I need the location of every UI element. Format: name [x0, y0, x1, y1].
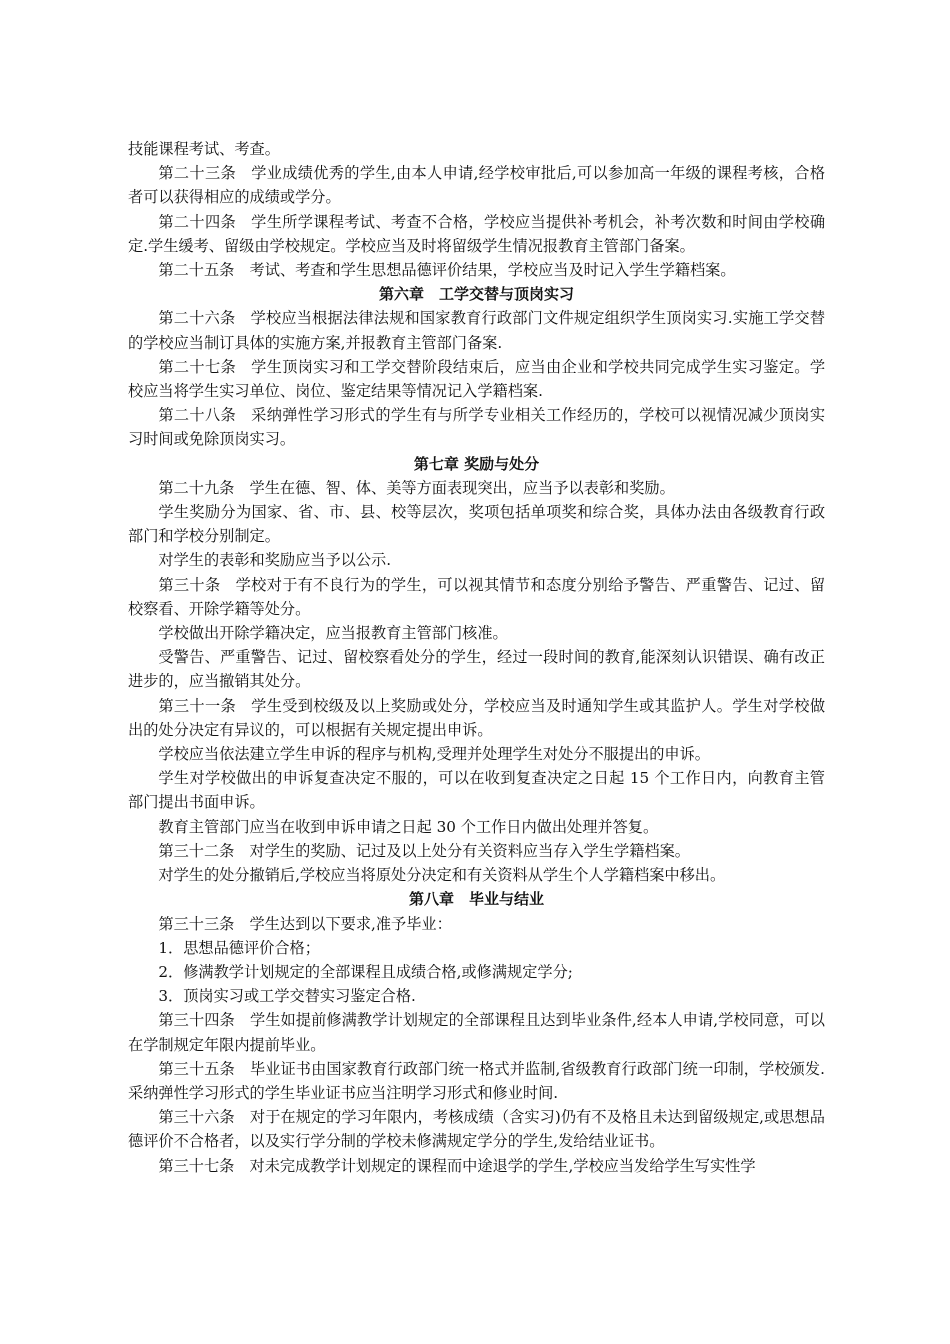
- document-page: [128, 137, 825, 1178]
- paragraph-text: 学校做出开除学籍决定，应当报教育主管部门核准。: [158, 624, 508, 643]
- article-paragraph: [128, 839, 825, 863]
- paragraph: [128, 137, 825, 161]
- article-paragraph: [128, 403, 825, 451]
- article-number: 第三十二条: [158, 841, 235, 860]
- chapter-heading: 第六章 工学交替与顶岗实习: [378, 285, 574, 304]
- paragraph-text: 采纳弹性学习形式的学生有与所学专业相关工作经历的，学校可以视情况减少顶岗实习时间或免除顶岗实习。: [128, 406, 826, 449]
- article-paragraph: [128, 476, 825, 500]
- article-number: 第三十四条: [158, 1011, 235, 1030]
- paragraph-text: 考试、考查和学生思想品德评价结果，学校应当及时记入学生学籍档案。: [249, 261, 736, 280]
- article-paragraph: [128, 694, 825, 742]
- article-paragraph: [128, 1008, 825, 1056]
- paragraph-text: 对未完成教学计划规定的课程而中途退学的学生,学校应当发给学生写实性学: [249, 1156, 756, 1175]
- article-paragraph: [128, 210, 825, 258]
- article-number: 第二十七条: [158, 357, 236, 376]
- article-paragraph: [128, 912, 825, 936]
- article-paragraph: [128, 1057, 825, 1105]
- paragraph-text: 学生达到以下要求,准予毕业：: [249, 914, 452, 933]
- paragraph-text: 技能课程考试、考查。: [128, 140, 280, 158]
- article-number: 第二十五条: [158, 261, 235, 280]
- article-paragraph: [128, 355, 825, 403]
- paragraph-text: 学校对于有不良行为的学生，可以视其情节和态度分别给予警告、严重警告、记过、留校察看、开除学籍等处分。: [128, 575, 826, 618]
- paragraph-text: 对学生的表彰和奖励应当予以公示.: [158, 551, 392, 570]
- paragraph-text: 毕业证书由国家教育行政部门统一格式并监制,省级教育行政部门统一印制，学校颁发.采纳弹性学习形式的学生毕业证书应当注明学习形式和修业时间.: [128, 1059, 825, 1102]
- paragraph: [128, 621, 825, 645]
- article-number: 第二十六条: [158, 309, 236, 328]
- paragraph: [128, 766, 825, 814]
- paragraph: [128, 500, 825, 548]
- paragraph: [128, 960, 825, 984]
- paragraph-text: 1．思想品德评价合格；: [158, 938, 320, 957]
- article-number: 第三十五条: [158, 1059, 235, 1078]
- paragraph-text: 教育主管部门应当在收到申诉申请之日起 30 个工作日内做出处理并答复。: [158, 817, 659, 836]
- article-number: 第二十八条: [158, 406, 236, 425]
- paragraph-text: 受警告、严重警告、记过、留校察看处分的学生，经过一段时间的教育,能深刻认识错误、确有改正进步的，应当撤销其处分。: [128, 648, 825, 691]
- paragraph-text: 对学生的奖励、记过及以上处分有关资料应当存入学生学籍档案。: [249, 841, 690, 860]
- paragraph: [128, 936, 825, 960]
- paragraph-text: 学生受到校级及以上奖励或处分，学校应当及时通知学生或其监护人。学生对学校做出的处分决定有异议的，可以根据有关规定提出申诉。: [128, 696, 826, 739]
- chapter-heading: 第八章 毕业与结业: [408, 890, 544, 909]
- paragraph-text: 2．修满教学计划规定的全部课程且成绩合格,或修满规定学分;: [158, 962, 573, 981]
- paragraph-text: 学生在德、智、体、美等方面表现突出，应当予以表彰和奖励。: [249, 478, 675, 497]
- article-number: 第二十三条: [158, 164, 236, 183]
- paragraph-text: 学业成绩优秀的学生,由本人申请,经学校审批后,可以参加高一年级的课程考核，合格者可以获得相应的成绩或学分。: [128, 164, 826, 207]
- paragraph-text: 3．顶岗实习或工学交替实习鉴定合格.: [158, 987, 416, 1006]
- article-number: 第三十七条: [158, 1156, 235, 1175]
- paragraph-text: 对于在规定的学习年限内，考核成绩（含实习)仍有不及格且未达到留级规定,或思想品德评价不合格者，以及实行学分制的学校未修满规定学分的学生,发给结业证书。: [128, 1108, 825, 1151]
- paragraph-text: 学生顶岗实习和工学交替阶段结束后，应当由企业和学校共同完成学生实习鉴定。学校应当将学生实习单位、岗位、鉴定结果等情况记入学籍档案.: [128, 357, 826, 401]
- paragraph: [128, 984, 825, 1008]
- paragraph-text: 学校应当根据法律法规和国家教育行政部门文件规定组织学生顶岗实习.实施工学交替的学校应当制订具体的实施方案,并报教育主管部门备案.: [128, 309, 826, 352]
- paragraph: [128, 863, 825, 887]
- article-number: 第二十四条: [158, 212, 236, 231]
- article-paragraph: [128, 306, 825, 354]
- paragraph-text: 学生所学课程考试、考查不合格，学校应当提供补考机会，补考次数和时间由学校确定.学生缓考、留级由学校规定。学校应当及时将留级学生情况报教育主管部门备案。: [128, 212, 826, 255]
- article-number: 第二十九条: [158, 478, 235, 497]
- paragraph-text: 学生如提前修满教学计划规定的全部课程且达到毕业条件,经本人申请,学校同意，可以在学制规定年限内提前毕业。: [128, 1011, 825, 1054]
- chapter-heading: 第七章 奖励与处分: [413, 454, 540, 473]
- paragraph-text: 学校应当依法建立学生申诉的程序与机构,受理并处理学生对处分不服提出的申诉。: [158, 745, 710, 764]
- article-paragraph: [128, 573, 825, 621]
- paragraph: [128, 742, 825, 766]
- paragraph: [128, 645, 825, 693]
- article-paragraph: [128, 258, 825, 282]
- paragraph-text: 对学生的处分撤销后,学校应当将原处分决定和有关资料从学生个人学籍档案中移出。: [158, 866, 726, 885]
- paragraph: [128, 548, 825, 572]
- article-number: 第三十一条: [158, 696, 236, 715]
- article-paragraph: [128, 1105, 825, 1153]
- article-number: 第三十条: [158, 575, 221, 594]
- paragraph: [128, 815, 825, 839]
- article-paragraph: [128, 161, 825, 209]
- article-paragraph: [128, 1154, 825, 1178]
- paragraph-text: 学生奖励分为国家、省、市、县、校等层次，奖项包括单项奖和综合奖，具体办法由各级教育行政部门和学校分别制定。: [128, 503, 825, 546]
- article-number: 第三十三条: [158, 914, 235, 933]
- article-number: 第三十六条: [158, 1108, 235, 1127]
- paragraph-text: 学生对学校做出的申诉复查决定不服的，可以在收到复查决定之日起 15 个工作日内，向教育主管部门提出书面申诉。: [128, 769, 825, 812]
